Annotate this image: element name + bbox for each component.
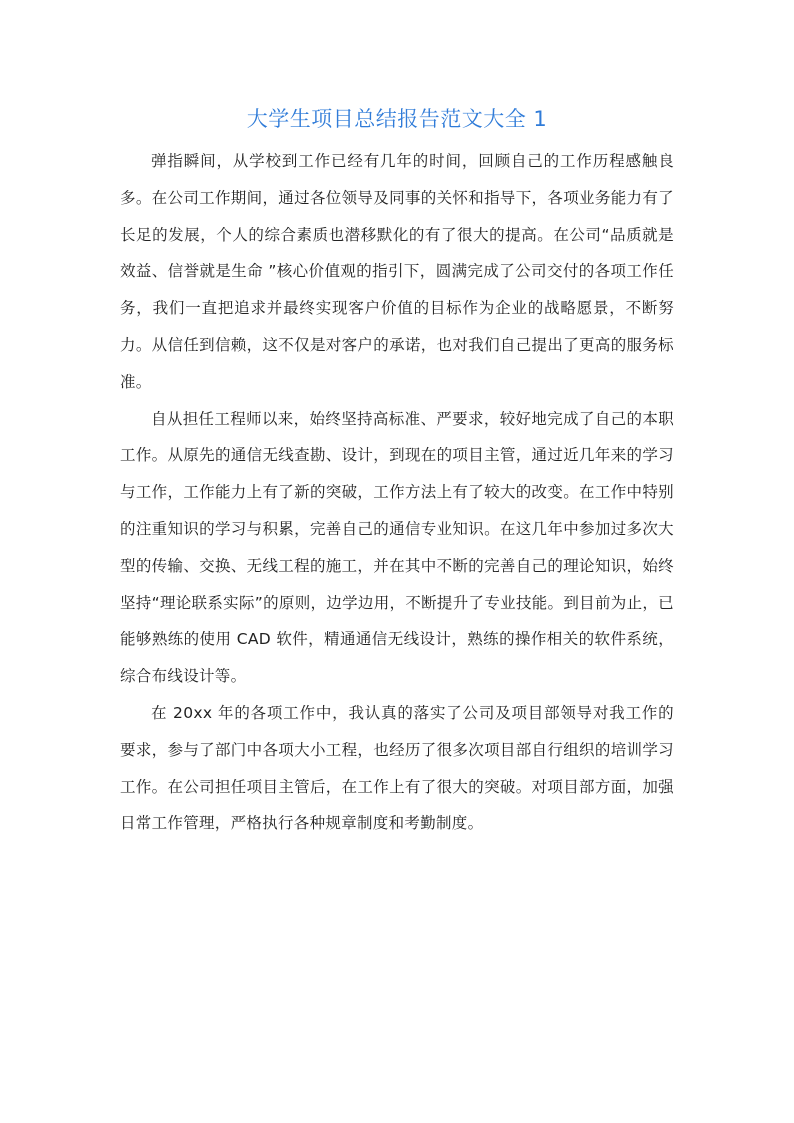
- document-body: [120, 143, 674, 842]
- paragraph-3: 在 20xx 年的各项工作中，我认真的落实了公司及项目部领导对我工作的要求，参与了部门中各项大小工程，也经历了很多次项目部自行组织的培训学习工作。在公司担任项目主管后，在工作上有了很大的突破。对项目部方面，加强日常工作管理，严格执行各种规章制度和考勤制度。: [120, 703, 674, 833]
- paragraph-1: 弹指瞬间，从学校到工作已经有几年的时间，回顾自己的工作历程感触良多。在公司工作期间，通过各位领导及同事的关怀和指导下，各项业务能力有了长足的发展，个人的综合素质也潜移默化的有了很大的提高。在公司“品质就是效益、信誉就是生命 ”核心价值观的指引下，圆满完成了公司交付的各项工作任务，我们一直把追求并最终实现客户价值的目标作为企业的战略愿景，不断努力。从信任到信赖，这不仅是对客户的承诺，也对我们自己提出了更高的服务标准。: [120, 152, 674, 391]
- paragraph-2: 自从担任工程师以来，始终坚持高标准、严要求，较好地完成了自己的本职工作。从原先的通信无线查勘、设计，到现在的项目主管，通过近几年来的学习与工作，工作能力上有了新的突破，工作方法上有了较大的改变。在工作中特别的注重知识的学习与积累，完善自己的通信专业知识。在这几年中参加过多次大型的传输、交换、无线工程的施工，并在其中不断的完善自己的理论知识，始终坚持“理论联系实际”的原则，边学边用，不断提升了专业技能。到目前为止，已能够熟练的使用 CAD 软件，精通通信无线设计，熟练的操作相关的软件系统，综合布线设计等。: [120, 409, 674, 686]
- document-title: 大学生项目总结报告范文大全 1: [246, 107, 548, 131]
